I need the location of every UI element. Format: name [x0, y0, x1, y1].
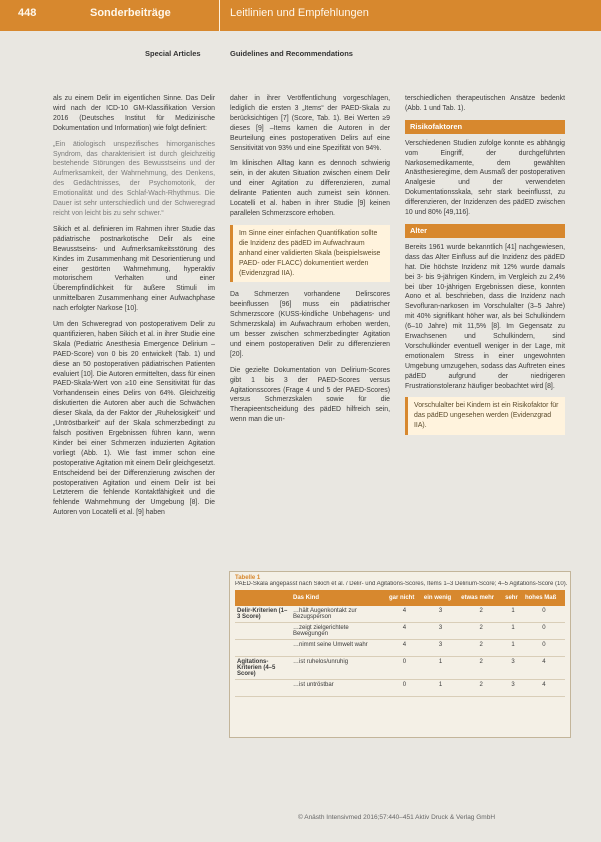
- page-footer: © Anästh Intensivmed 2016;57:440–451 Aktiv Druck & Verlag GmbH: [298, 814, 496, 821]
- table-header-row: [235, 590, 565, 606]
- column-1-paragraph-3: Um den Schweregrad von postoperativem Delir zu quantifizieren, haben Sikich et al. in ihrer Studie eine Skala (Pediatric Anesthesia Emergence Delirium – PAED-Score) von 0 bis 20 entwickelt (Tab. 1) und diese an 50 postoperativen pädiatrischen Patienten evaluiert [10]. Die Autoren ermittelten, dass für einen PAED-Skala-Wert von ≥10 eine Sensitivität für das Vorhandensein eines Delirs von 64%. Gleichzeitig diskutierten die Autoren aber auch die Schwächen dieser Skala, da der Faktor der „Ruhelosigkeit“ und „Untröstbarkeit“ auf der Skala schmerzbedingt zu falsch positiven Ergebnissen führen kann, wenn Kinder bei einer Schmerzen induzierten Agitation vorliegt (Abb. 1). Wie fast immer schon eine postoperative Agitation mit einem Delir gleichgesetzt. Entscheidend bei der Differenzierung zwischen der postoperativen Agitation und einem Delir ist bei Letzterem die fehlende Kontaktfähigkeit und die fehlende Wahrnehmung der Umgebung [8]. Die Autoren von Locatelli et al. [9] haben: [53, 321, 215, 517]
- table-cell: 1: [503, 623, 523, 640]
- subheader-left: Special Articles: [145, 49, 201, 58]
- header-subtitle: Leitlinien und Empfehlungen: [230, 7, 369, 19]
- table-header-cell: [235, 590, 291, 606]
- table-cell: 4: [387, 606, 422, 623]
- table-row: [235, 640, 565, 657]
- table-cell: 2: [459, 606, 503, 623]
- column-3-paragraph-2: Verschiedenen Studien zufolge konnte es abhängig vom Eingriff, der durchgeführten Narkosemedikamente, dem gewählten Anästhesieregime, dem Ausmaß der postoperativen Analgesie und der verwendeten Dokumentationsskala, sehr stark beeinflusst, zu differenzieren, der Inzidenzen des pädED zwischen 10 und 80% [49,116].: [405, 139, 565, 217]
- table-cell: 2: [459, 657, 503, 680]
- table-cell: …nimmt seine Umwelt wahr: [291, 640, 387, 657]
- column-2-paragraph-1: daher in ihrer Veröffentlichung vorgeschlagen, lediglich die ersten 3 „Items“ der PAED-Skala zu berücksichtigen [7] (Score, Tab. 1). Bei Werten ≥9 dieses [9] –Items kamen die Autoren in der Beurteilung eines postoperativen Delirs auf eine Sensitivität von 93% und eine Spezifität von 94%.: [230, 95, 390, 152]
- column-1: [53, 94, 215, 524]
- recommendation-box-1: Im Sinne einer einfachen Quantifikation sollte die Inzidenz des pädED im Aufwachraum anhand einer validierten Skala (beispielsweise PAED- oder FLACC) dokumentiert werden (Evidenzgrad IIA).: [230, 225, 390, 283]
- table-header-cell: hohes Maß: [523, 590, 565, 606]
- table-cell: 1: [422, 680, 459, 697]
- table-row: [235, 606, 565, 623]
- table-cell: 1: [422, 657, 459, 680]
- column-3-paragraph-3: Bereits 1961 wurde bekanntlich [41] nachgewiesen, dass das Alter Einfluss auf die Inzidenz des pädED hat. Die höchste Inzidenz mit 12% wurde damals bei 3- bis 9-jährigen Kindern, im Vergleich zu 2,4% bei über 10-jährigen Ergebnissen diese, konnten Aono et al. beschrieben, dass die Inzidenz nach Sevofluran-narkosen im Vorschulalter (3–5 Jahre) mit 40% signifikant höher war, als bei Schulkindern (6–10 Jahre) mit 11,5% [8]. Im Gegensatz zu Erwachsenen und Schulkindern, sind Vorschulkinder eventuell weniger in der Lage, mit emotionalem Stress in einer ungewohnten Umgebung umzugehen, sodass das Auftreten eines pädED aufgrund der niedrigeren Frustrationstoleranz häufiger beobachtet wird [8].: [405, 243, 565, 390]
- table-cell: 0: [523, 640, 565, 657]
- table-row: [235, 623, 565, 640]
- table-cell: 2: [459, 680, 503, 697]
- table-row: [235, 680, 565, 697]
- table-cell: [235, 680, 291, 697]
- column-3-paragraph-1: terschiedlichen therapeutischen Ansätze bedenkt (Abb. 1 und Tab. 1).: [405, 95, 565, 112]
- recommendation-box-2: Vorschulalter bei Kindern ist ein Risikofaktor für das pädED ungesehen werden (Evidenzgrad IIA).: [405, 397, 565, 435]
- header-section: Sonderbeiträge: [90, 7, 171, 19]
- table-cell: 4: [387, 640, 422, 657]
- table-cell: 3: [422, 623, 459, 640]
- table-cell: Agitations-Kriterien (4–5 Score): [235, 657, 291, 680]
- column-3: [405, 94, 565, 443]
- table-header-cell: gar nicht: [387, 590, 422, 606]
- table-cell: [235, 623, 291, 640]
- column-2-paragraph-4: Die gezielte Dokumentation von Delirium-Scores gibt 1 bis 3 der PAED-Scores versus Agitationsscores (Frage 4 und 5 der PAED-Scores) versus Schmerzskalen sowie für die Therapieentscheidung des pädED hilfreich sein, wenn man die un-: [230, 366, 390, 424]
- column-2-paragraph-2: Im klinischen Alltag kann es dennoch schwierig sein, in der akuten Situation zwischen einem Delir und einer Agitation zu differenzieren, zumal delirante Patienten auch zumeist sein können. Locatelli et al. haben in ihrer Studie [9] keinen parallelen Schmerzscore erhoben.: [230, 160, 390, 217]
- column-1-paragraph-2: Sikich et al. definieren im Rahmen ihrer Studie das pädiatrische postnarkotische Delir als eine Bewusstseins- und Aufmerksamkeitsstörung des Kindes im Zusammenhang mit Desorientierung und einer gestörten Wahrnehmung, hyperaktiv motorischem Verhalten und einer Überempfindlichkeit für äußere Stimuli im unmittelbaren Zusammenhang einer Aufwachphase nach erfolgter Narkose [10].: [53, 225, 215, 313]
- table-cell: 2: [459, 623, 503, 640]
- table-cell: 4: [523, 657, 565, 680]
- table-cell: 0: [523, 623, 565, 640]
- table-cell: 0: [387, 680, 422, 697]
- table-cell: …zeigt zielgerichtete Bewegungen: [291, 623, 387, 640]
- risk-factors-heading: Risikofaktoren: [405, 120, 565, 134]
- table-cell: …ist untröstbar: [291, 680, 387, 697]
- paed-scale-table-box: [229, 571, 571, 738]
- table-cell: 2: [459, 640, 503, 657]
- age-heading: Alter: [405, 224, 565, 238]
- table-label: Tabelle 1: [235, 575, 261, 581]
- table-header-cell: etwas mehr: [459, 590, 503, 606]
- column-2-paragraph-3: Da Schmerzen vorhandene Delirscores beeinflussen [96] muss ein pädiatrischer Schmerzscore (KUSS-kindliche Unbehagens- und Schmerzskala) im Aufwachraum erhoben werden, um besser zwischen schmerzbedingter Agitation und einem postoperativen Delir zu differenzieren [20].: [230, 291, 390, 358]
- page-number: 448: [18, 7, 37, 19]
- table-cell: 0: [523, 606, 565, 623]
- header-divider: [219, 0, 220, 31]
- column-2: [230, 94, 390, 431]
- column-1-paragraph-1: als zu einem Delir im eigentlichen Sinne. Das Delir wird nach der ICD-10 GM-Klassifikation Version 2016 (Deutsches Institut für Medizinische Dokumentation und Information) wie folgt definiert:: [53, 95, 215, 132]
- page-header: [0, 0, 601, 31]
- table-cell: …hält Augenkontakt zur Bezugsperson: [291, 606, 387, 623]
- table-caption: PAED-Skala angepasst nach Sikich et al. / Delir- und Agitations-Scores, Items 1–3 Delirium-Score; 4–5 Agitations-Score (10).: [235, 581, 568, 587]
- icd-definition-quote: „Ein ätiologisch unspezifisches hirnorganisches Syndrom, das charakterisiert ist durch gleichzeitig bestehende Störungen des Bewusstseins und der Aufmerksamkeit, der Wahrnehmung, des Denkens, des Gedächtnisses, der Psychomotorik, der Emotionalität und des Schlaf-Wach-Rhythmus. Die Dauer ist sehr unterschiedlich und der Schweregrad reicht von leicht bis zu sehr schwer.“: [53, 140, 215, 217]
- table-cell: 3: [503, 657, 523, 680]
- table-cell: 3: [422, 640, 459, 657]
- table-cell: 0: [387, 657, 422, 680]
- table-cell: 1: [503, 606, 523, 623]
- subheader-right: Guidelines and Recommendations: [230, 49, 353, 58]
- table-header-cell: sehr: [503, 590, 523, 606]
- table-row: [235, 657, 565, 680]
- table-cell: 1: [503, 640, 523, 657]
- table-cell: 4: [387, 623, 422, 640]
- table-cell: [235, 640, 291, 657]
- table-cell: 3: [503, 680, 523, 697]
- paed-scale-table: [235, 590, 565, 697]
- table-cell: 3: [422, 606, 459, 623]
- table-cell: …ist ruhelos/unruhig: [291, 657, 387, 680]
- table-header-cell: ein wenig: [422, 590, 459, 606]
- table-cell: 4: [523, 680, 565, 697]
- table-cell: Delir-Kriterien (1–3 Score): [235, 606, 291, 623]
- table-header-cell: Das Kind: [291, 590, 387, 606]
